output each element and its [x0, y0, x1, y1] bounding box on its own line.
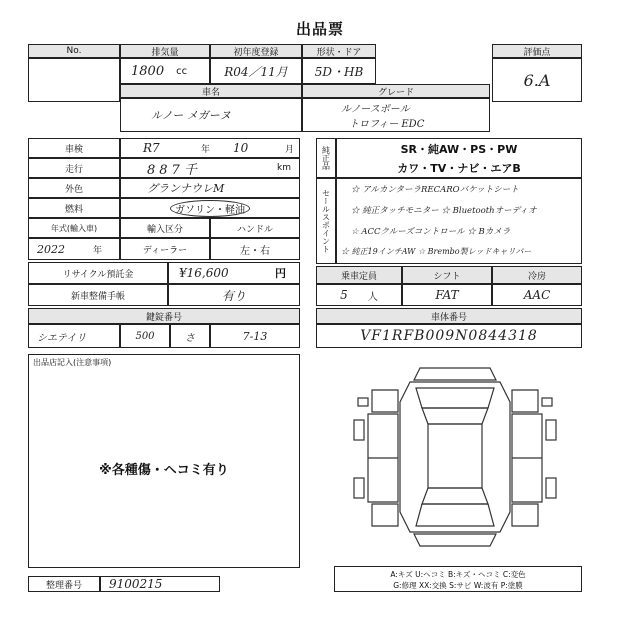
displacement-label: 排気量 [120, 44, 210, 58]
sales-point-3: ☆ ACCクルーズコントロール ☆ Bカメラ [351, 227, 511, 237]
displacement-value: 1800 [131, 63, 165, 79]
car-right-rear-fender [512, 504, 538, 526]
import-type-value: ディーラー [142, 245, 188, 256]
import-type-cell [120, 238, 210, 260]
vin-cell [316, 324, 582, 348]
equipment-line-2: カワ・TV・ナビ・エアB [397, 162, 521, 175]
key-cell-1 [28, 324, 120, 348]
shift-value: FAT [435, 288, 459, 302]
recycle-value: ¥16,600 [179, 266, 229, 280]
key-cell-2 [120, 324, 170, 348]
ac-label: 冷房 [492, 266, 582, 284]
car-left-doors [368, 414, 398, 502]
fuel-cell [120, 198, 300, 218]
handle-value: 左・右 [240, 245, 270, 257]
car-wheel-front-right [546, 420, 556, 440]
car-trunk [416, 504, 494, 526]
car-rear-bumper [414, 534, 496, 546]
grade-label: グレード [302, 84, 490, 98]
car-rear-window [422, 488, 488, 504]
dealer-notes-box [28, 354, 300, 568]
car-wheel-rear-right [546, 478, 556, 498]
grade-value-line-2: トロフィー EDC [349, 119, 425, 130]
key-value-4: 7-13 [242, 329, 268, 343]
first-registration-label: 初年度登録 [210, 44, 302, 58]
inspection-year-unit: 年 [201, 144, 211, 155]
car-wheel-front-left [354, 420, 364, 440]
inspection-cell [120, 138, 300, 158]
vin-label: 車体番号 [316, 308, 582, 324]
car-left-rear-fender [372, 504, 398, 526]
sales-points-cell [336, 178, 582, 264]
color-value: グランナウレM [147, 182, 225, 195]
page-title: 出品票 [295, 20, 344, 38]
no-cell [28, 58, 120, 102]
recycle-label: リサイクル預託金 [28, 262, 168, 284]
import-year-label: 年式(輸入車) [28, 218, 120, 238]
manual-label: 新車整備手帳 [28, 284, 168, 306]
car-right-mirror [542, 398, 552, 406]
ac-value: AAC [523, 288, 551, 302]
car-roof [428, 424, 482, 488]
handle-cell [210, 238, 300, 260]
car-windshield [422, 408, 488, 424]
score-value: 6.A [523, 70, 551, 90]
displacement-cell [120, 58, 210, 84]
ac-cell [492, 284, 582, 306]
fuel-value: ガソリン・軽油 [170, 200, 250, 217]
fuel-label: 燃料 [28, 198, 120, 218]
grade-cell [302, 98, 490, 132]
key-value-2: 500 [135, 330, 155, 342]
car-name-label: 車名 [120, 84, 302, 98]
color-cell [120, 178, 300, 198]
key-label: 鍵錠番号 [28, 308, 300, 324]
no-label: No. [28, 44, 120, 58]
capacity-label: 乗車定員 [316, 266, 402, 284]
mileage-value: 887千 [147, 162, 201, 178]
recycle-unit: 円 [275, 267, 286, 280]
recycle-cell [168, 262, 300, 284]
capacity-cell [316, 284, 402, 306]
manual-value: 有り [221, 288, 246, 303]
shift-cell [402, 284, 492, 306]
car-left-front-fender [372, 390, 398, 412]
car-left-mirror [358, 398, 368, 406]
first-registration-cell [210, 58, 302, 84]
mileage-cell [120, 158, 300, 178]
car-wheel-rear-left [354, 478, 364, 498]
displacement-unit: cc [176, 65, 188, 77]
control-number-cell [100, 576, 220, 592]
import-year-cell [28, 238, 120, 260]
mileage-label: 走行 [28, 158, 120, 178]
key-cell-3 [170, 324, 210, 348]
car-damage-diagram [350, 362, 560, 552]
shape-value: 5D・HB [314, 64, 364, 79]
dealer-notes-text: ※各種傷・ヘコミ有り [99, 463, 229, 478]
first-registration-value: R04／11月 [224, 64, 288, 79]
damage-legend [334, 566, 582, 592]
shape-cell [302, 58, 376, 84]
car-body-outline [400, 382, 510, 532]
shape-label: 形状・ドア [302, 44, 376, 58]
handle-label: ハンドル [210, 218, 300, 238]
key-value-1: シエテイリ [37, 332, 87, 344]
equipment-line-1: SR・純AW・PS・PW [400, 143, 518, 156]
equipment-cell [336, 138, 582, 178]
vin-value: VF1RFB009N0844318 [360, 328, 538, 344]
key-cell-4 [210, 324, 300, 348]
manual-cell [168, 284, 300, 306]
car-right-front-fender [512, 390, 538, 412]
capacity-unit: 人 [367, 291, 378, 303]
import-year-unit: 年 [93, 245, 103, 256]
sales-point-4: ☆ 純正19インチAW ☆ Brembo製レッドキャリパー [341, 247, 532, 256]
key-value-3: さ [185, 332, 195, 344]
score-cell [492, 58, 582, 102]
inspection-month: 10 [233, 141, 249, 155]
grade-value-line-1: ルノースポール [341, 104, 410, 115]
car-front-bumper [414, 368, 496, 380]
equipment-side-label: 純正品 [316, 138, 336, 178]
shift-label: シフト [402, 266, 492, 284]
car-name-cell [120, 98, 302, 132]
import-type-label: 輸入区分 [120, 218, 210, 238]
import-year-value: 2022 [37, 242, 65, 256]
capacity-value: 5 [340, 288, 348, 302]
inspection-month-unit: 月 [285, 144, 295, 155]
sales-point-1: ☆ アルカンターラRECAROバケットシート [351, 185, 519, 195]
sales-point-2: ☆ 純正タッチモニター ☆ Bluetoothオーディオ [351, 206, 537, 216]
car-name-value: ルノー メガーヌ [151, 109, 231, 122]
dealer-notes-label: 出品店記入(注意事項) [33, 358, 112, 367]
inspection-era: R7 [143, 141, 160, 155]
control-number-label: 整理番号 [28, 576, 100, 592]
score-label: 評価点 [492, 44, 582, 58]
color-label: 外色 [28, 178, 120, 198]
car-right-doors [512, 414, 542, 502]
control-number-value: 9100215 [109, 577, 163, 591]
car-hood [416, 388, 494, 408]
legend-line-2: G:修理 XX:交換 S:サビ W:波有 P:塗膜 [393, 581, 523, 590]
inspection-label: 車検 [28, 138, 120, 158]
mileage-unit: km [277, 163, 291, 173]
sales-points-side-label: セールスポイント [316, 178, 336, 264]
legend-line-1: A:キズ U:ヘコミ B:キズ・ヘコミ C:変色 [390, 570, 526, 579]
